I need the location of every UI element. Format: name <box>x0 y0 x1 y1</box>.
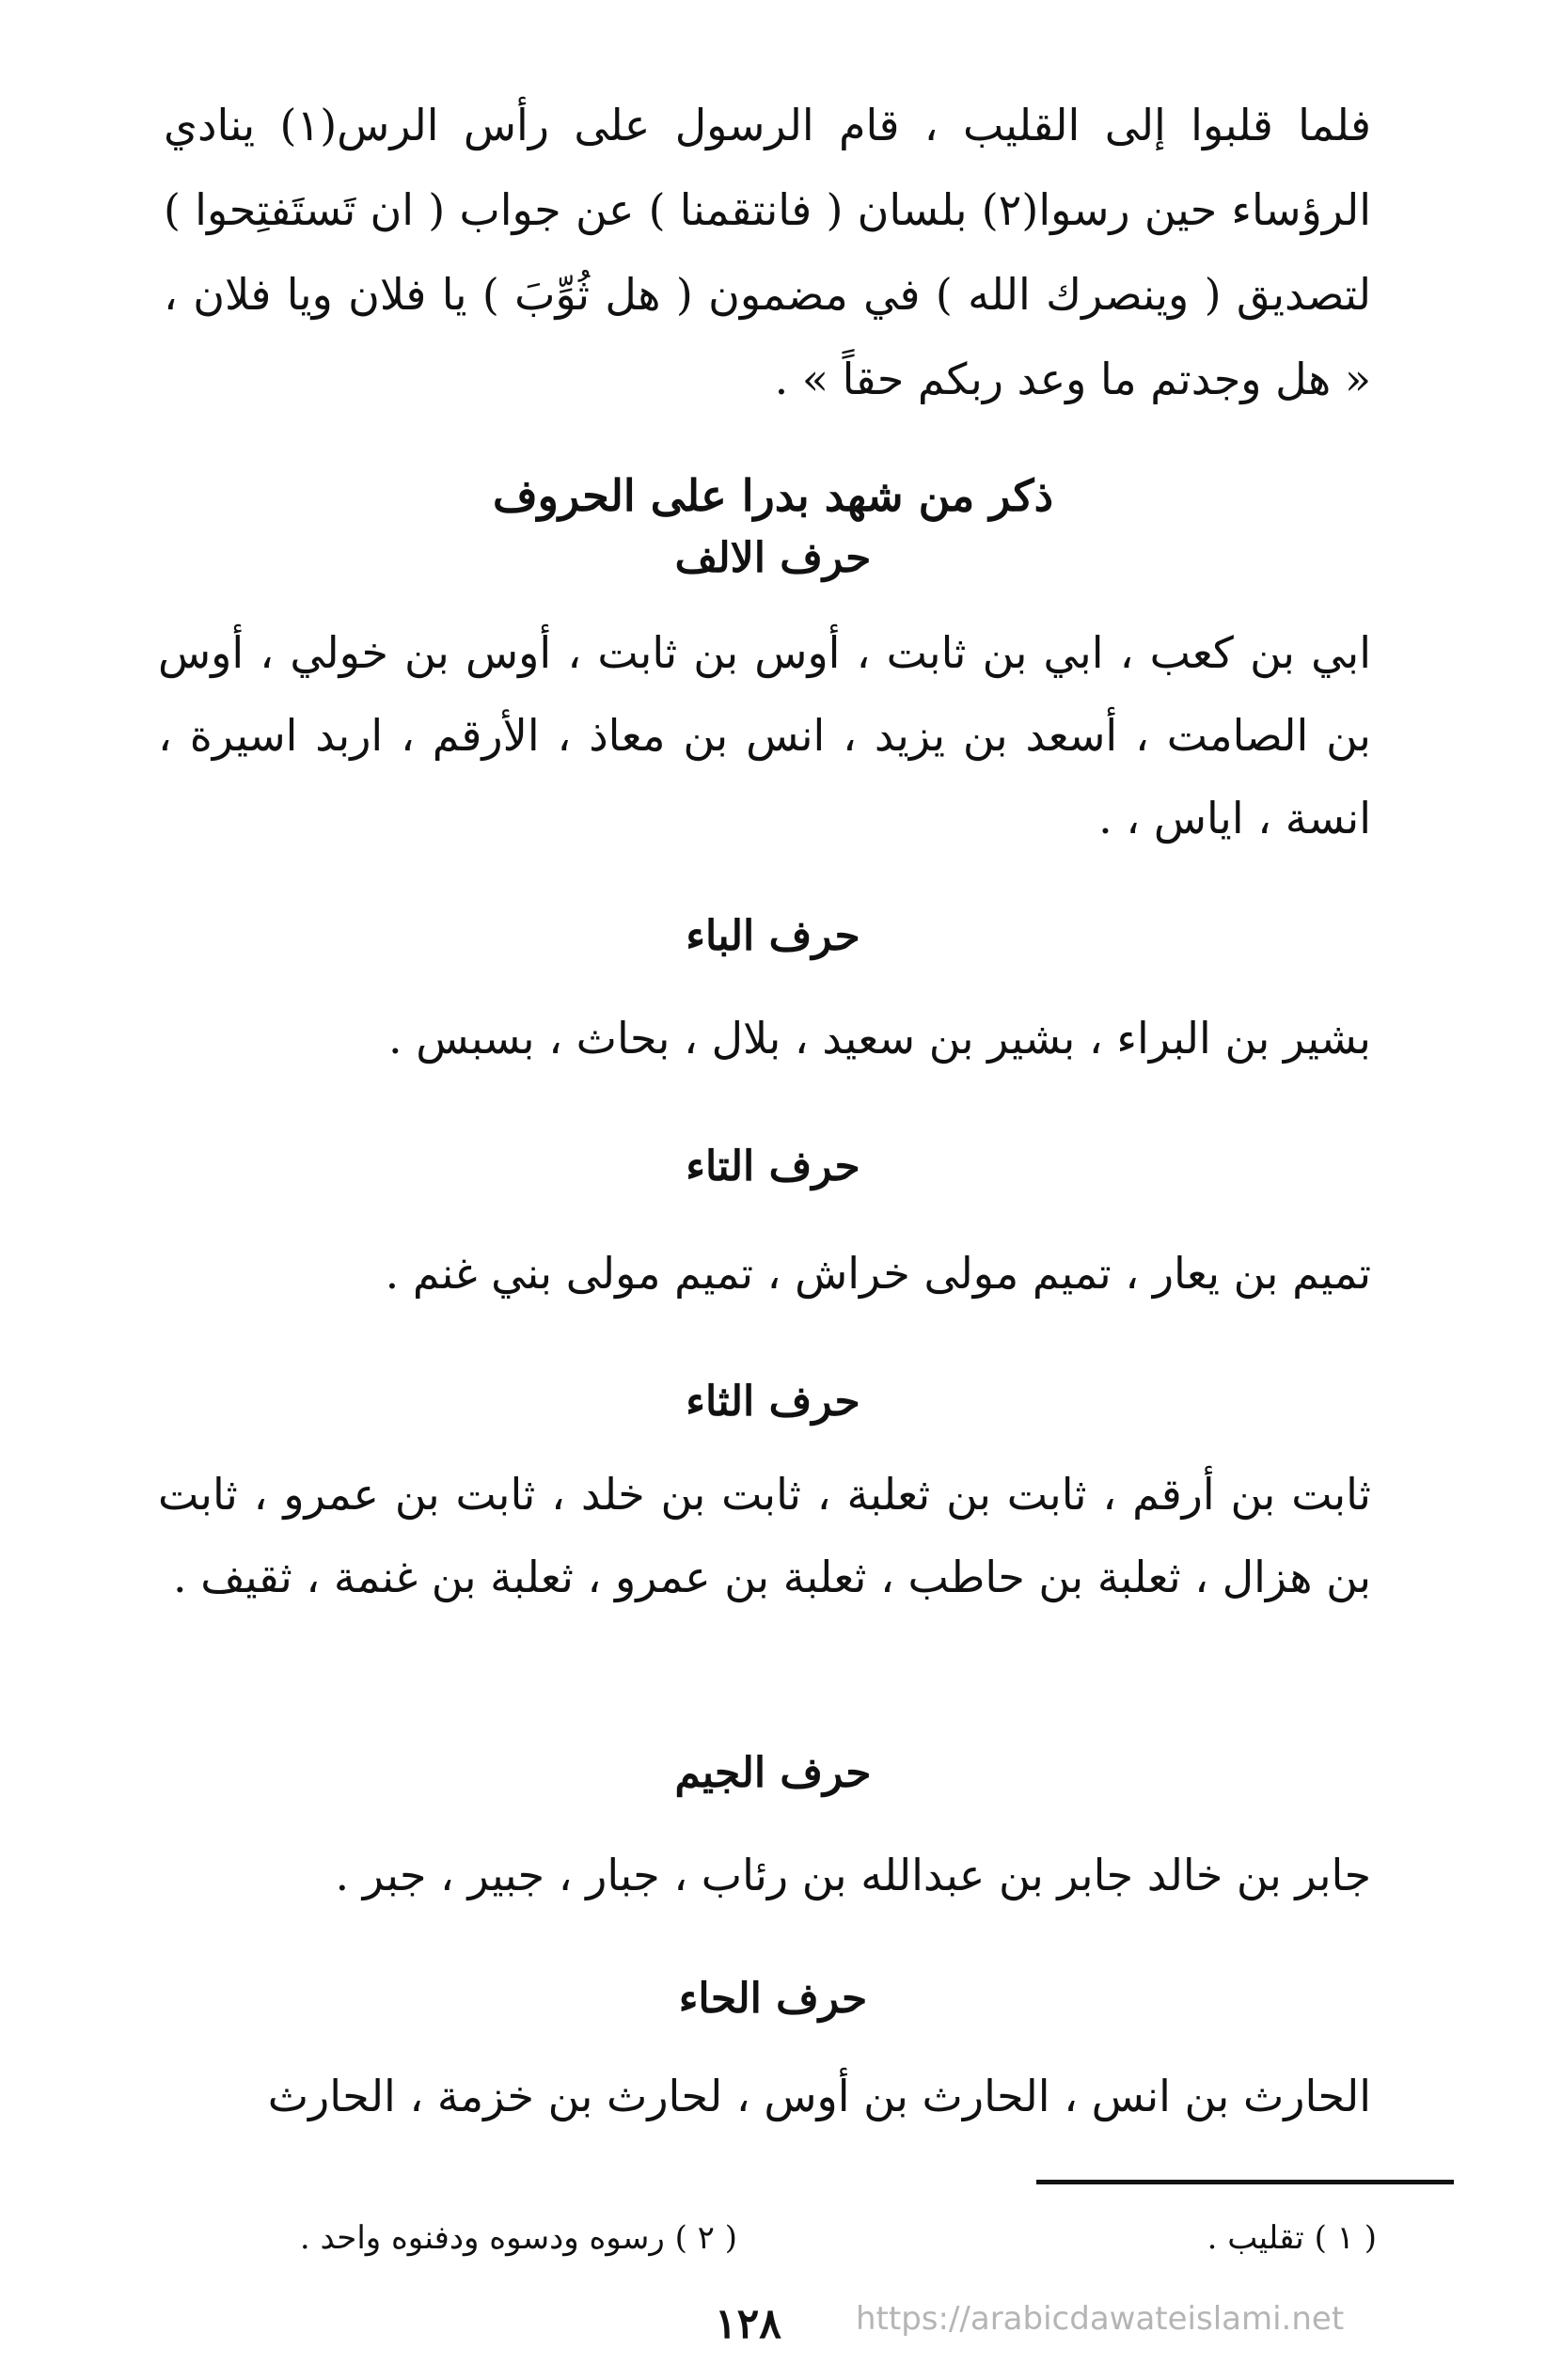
section-names-alif: ابي بن كعب ، ابي بن ثابت ، أوس بن ثابت ، أوس بن خولي ، أوس بن الصامت ، أسعد بن يزيد ، انس بن معاذ ، الأرقم ، اربد اسيرة ، انسة ، اياس ، . <box>158 627 1371 843</box>
footnote-divider <box>1036 2180 1454 2184</box>
intro-paragraph: فلما قلبوا إلى القليب ، قام الرسول على رأس الرس(١) ينادي الرؤساء حين رسوا(٢) بلسان ( فانتقمنا ) عن جواب ( ان تَستَفتِحوا ) لتصديق ( وينصرك الله ) في مضمون ( هل ثُوِّبَ ) يا فلان ويا فلان ، « هل وجدتم ما وعد ربكم حقاً » . <box>164 100 1371 404</box>
main-heading: ذكر من شهد بدرا على الحروف <box>492 470 1054 521</box>
section-heading-alif: حرف الالف <box>674 534 872 582</box>
section-names-jim: جابر بن خالد جابر بن عبدالله بن رئاب ، جبار ، جبير ، جبر . <box>335 1850 1371 1900</box>
section-names-ta: تميم بن يعار ، تميم مولى خراش ، تميم مولى بني غنم . <box>385 1248 1371 1299</box>
footnote-2: ( ٢ ) رسوه ودسوه ودفنوه واحد . <box>299 2219 737 2257</box>
section-heading-ta: حرف التاء <box>686 1143 860 1190</box>
section-names-tha: ثابت بن أرقم ، ثابت بن ثعلبة ، ثابت بن خلد ، ثابت بن عمرو ، ثابت بن هزال ، ثعلبة بن حاطب ، ثعلبة بن عمرو ، ثعلبة بن غنمة ، ثقيف . <box>158 1469 1371 1602</box>
watermark-url: https://arabicdawateislami.net <box>856 2300 1345 2338</box>
section-heading-ba: حرف الباء <box>686 912 860 960</box>
section-heading-jim: حرف الجيم <box>674 1749 872 1797</box>
section-heading-tha: حرف الثاء <box>686 1378 860 1426</box>
footnote-1: ( ١ ) تقليب . <box>1207 2219 1377 2257</box>
page-number: ١٢٨ <box>715 2300 781 2348</box>
section-names-ha: الحارث بن انس ، الحارث بن أوس ، لحارث بن خزمة ، الحارث <box>267 2071 1371 2121</box>
section-heading-ha: حرف الحاء <box>678 1975 868 2023</box>
section-names-ba: بشير بن البراء ، بشير بن سعيد ، بلال ، بحاث ، بسبس . <box>387 1013 1371 1064</box>
